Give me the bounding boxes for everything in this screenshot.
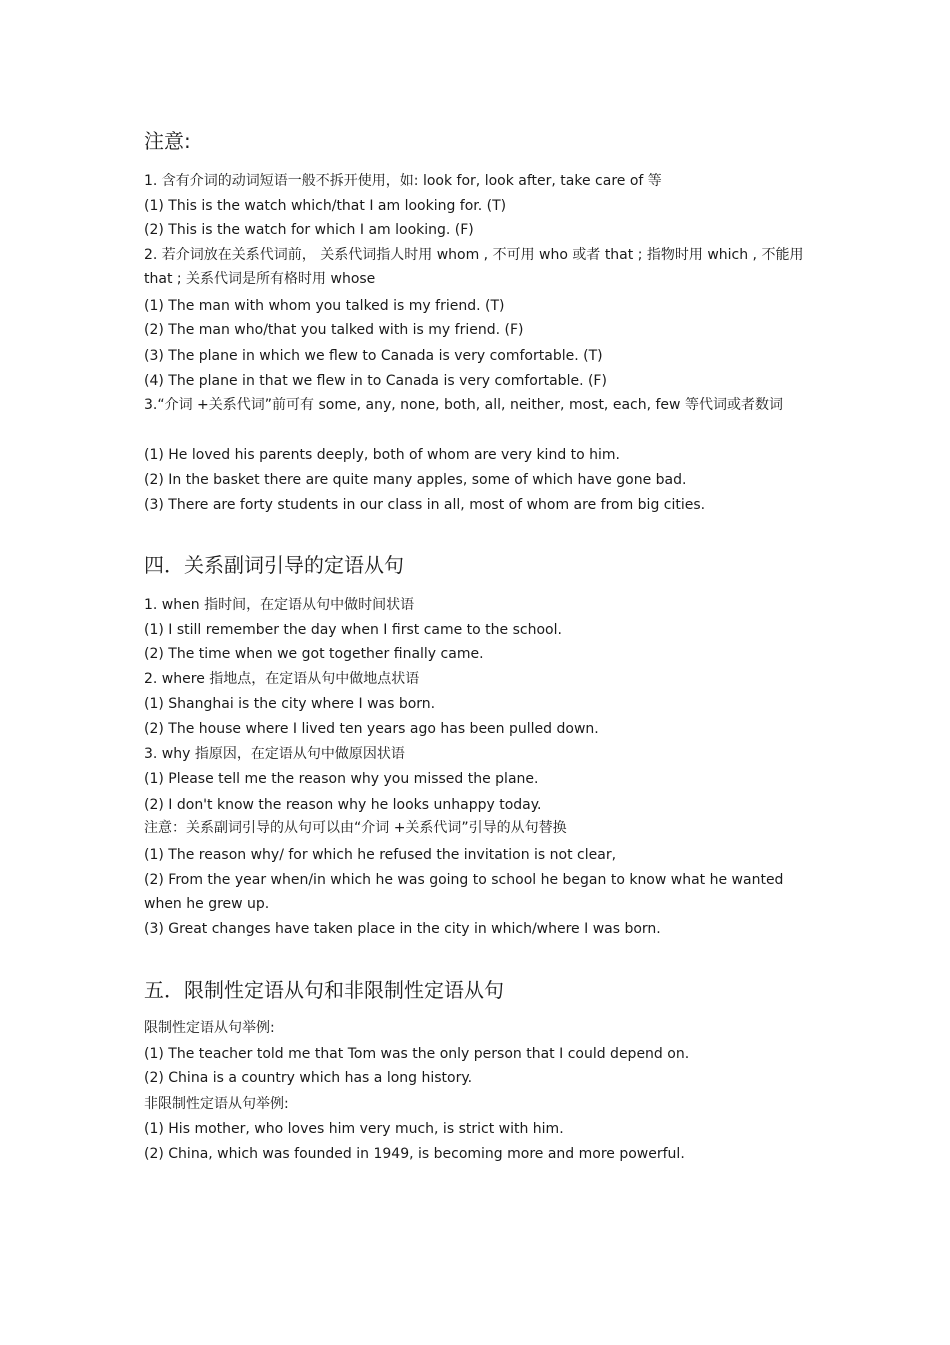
note-example-5: (3) The plane in which we flew to Canada is very comfortable. (T)	[144, 348, 603, 364]
four-line-when: 1. when 指时间，在定语从句中做时间状语	[144, 597, 415, 613]
note-line-2: 2. 若介词放在关系代词前， 关系代词指人时用 whom , 不可用 who 或者 that ; 指物时用 which , 不能用 that ; 关系代词是所有格时用 whose	[144, 247, 804, 287]
five-example-2: (2) China is a country which has a long history.	[144, 1070, 473, 1086]
four-line-where: 2. where 指地点，在定语从句中做地点状语	[144, 671, 420, 687]
section-heading-four: 四．关系副词引导的定语从句	[144, 553, 404, 577]
note-example-9: (3) There are forty students in our class in all, most of whom are from big cities.	[144, 497, 706, 513]
section-heading-five: 五．限制性定语从句和非限制性定语从句	[144, 978, 504, 1002]
note-example-7: (1) He loved his parents deeply, both of whom are very kind to him.	[144, 447, 621, 463]
note-example-2: (2) This is the watch for which I am looking. (F)	[144, 222, 474, 238]
four-example-5: (1) Please tell me the reason why you missed the plane.	[144, 771, 539, 787]
four-example-9: (3) Great changes have taken place in the city in which/where I was born.	[144, 921, 661, 937]
four-line-why: 3. why 指原因，在定语从句中做原因状语	[144, 746, 405, 762]
four-example-4: (2) The house where I lived ten years ago has been pulled down.	[144, 721, 599, 737]
four-example-6: (2) I don't know the reason why he looks unhappy today.	[144, 797, 542, 813]
note-example-8: (2) In the basket there are quite many apples, some of which have gone bad.	[144, 472, 687, 488]
five-example-1: (1) The teacher told me that Tom was the only person that I could depend on.	[144, 1046, 690, 1062]
four-example-8: (2) From the year when/in which he was going to school he began to know what he wanted when he grew up.	[144, 872, 784, 912]
four-note: 注意：关系副词引导的从句可以由“介词 +关系代词”引导的从句替换	[144, 820, 567, 836]
five-example-4: (2) China, which was founded in 1949, is becoming more and more powerful.	[144, 1146, 685, 1162]
note-line-1: 1. 含有介词的动词短语一般不拆开使用，如: look for, look after, take care of 等	[144, 173, 662, 189]
note-example-4: (2) The man who/that you talked with is my friend. (F)	[144, 322, 524, 338]
five-restrictive-label: 限制性定语从句举例:	[144, 1020, 275, 1036]
note-line-3: 3.“介词 +关系代词”前可有 some, any, none, both, all, neither, most, each, few 等代词或者数词	[144, 397, 783, 413]
note-example-6: (4) The plane in that we flew in to Canada is very comfortable. (F)	[144, 373, 607, 389]
four-example-7: (1) The reason why/ for which he refused the invitation is not clear,	[144, 847, 617, 863]
five-example-3: (1) His mother, who loves him very much, is strict with him.	[144, 1121, 564, 1137]
five-nonrestrictive-label: 非限制性定语从句举例:	[144, 1096, 289, 1112]
four-example-1: (1) I still remember the day when I first came to the school.	[144, 622, 562, 638]
four-example-2: (2) The time when we got together finally came.	[144, 646, 484, 662]
note-example-1: (1) This is the watch which/that I am looking for. (T)	[144, 198, 507, 214]
section-heading-note: 注意:	[144, 129, 191, 153]
four-example-3: (1) Shanghai is the city where I was born.	[144, 696, 436, 712]
note-example-3: (1) The man with whom you talked is my friend. (T)	[144, 298, 505, 314]
